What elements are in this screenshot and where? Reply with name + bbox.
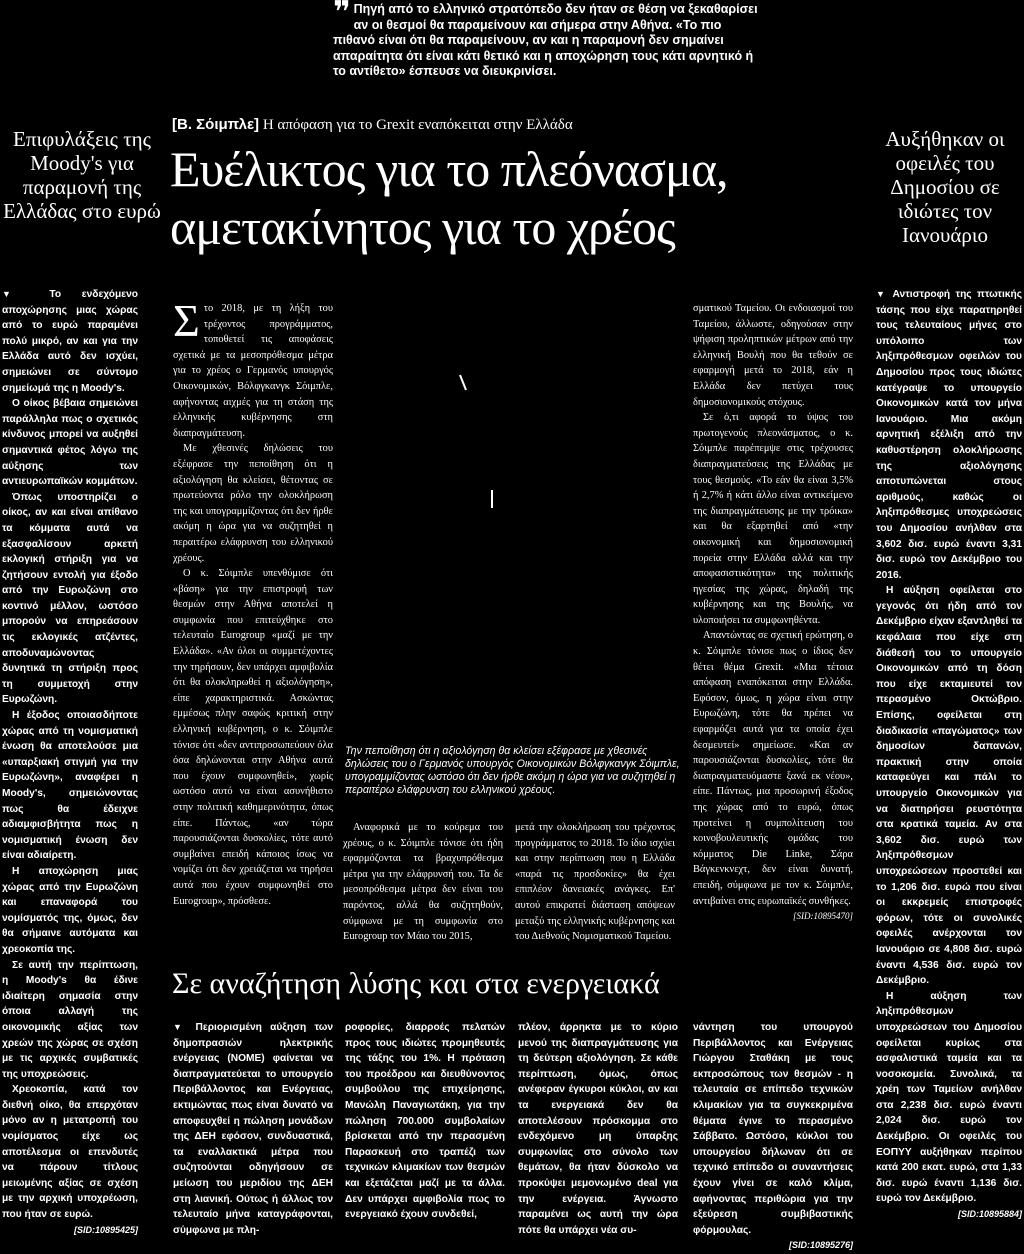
- quote-mark-icon: ❞: [333, 0, 351, 29]
- energy-column-4: νάντηση του υπουργού Περιβάλλοντος και Ενέργειας Γιώργου Σταθάκη με τους εκπροσώπους των θεσμών - η τελευταία σε επίπεδο τεχνικών κλιμακίων για τα συγκεκριμένα θέματα έγινε το περασμένο Σάββατο. Ωστόσο, κύκλοι του υπουργείου δήλωναν ότι σε τεχνικό επίπεδο οι συναντήσεις έχουν γίνει σε καλό κλίμα, αφήνοντας περιθώρια για την εξεύρεση συμβιβαστικής φόρμουλας. [SID:10895276]: [693, 1020, 853, 1240]
- article-column-1: Στο 2018, με τη λήξη του τρέχοντος προγράμματος, τοποθετεί τις αποφάσεις σχετικά με τα μεσοπρόθεσμα μέτρα για το χρέος ο Γερμανός υπουργός Οικονομικών, Βόλφγκανγκ Σόιμπλε, αφήνοντας αιχμές για τη στάση της ελληνικής κυβέρνησης στη διαπραγμάτευση. Με χθεσινές δηλώσεις του εξέφρασε την πεποίθηση ότι η αξιολόγηση θα κλείσει, θέτοντας σε πρωτεύοντα ρόλο την ολοκλήρωση της και υπογραμμίζοντας ότι δεν ήρθε ακόμη η ώρα για να συζητηθεί η περαιτέρω ελάφρυνση του ελληνικού χρέους. Ο κ. Σόιμπλε υπενθύμισε ότι «βάση» για την επιστροφή των θεσμών στην Αθήνα αποτελεί η συμφωνία που επιτεύχθηκε στο τελευταίο Eurogroup «μαζί με την Ελλάδα». «Αν όλοι οι συμμετέχοντες την τηρήσουν, δεν υπάρχει αμφιβολία ότι θα ολοκληρωθεί η αξιολόγηση», είπε χαρακτηριστικά. Ασκώντας εμμέσως πλην σαφώς κριτική στην ελληνική κυβέρνηση, ο κ. Σόιμπλε τόνισε ότι «δεν αντιπροσωπεύουν όλα όσα δηλώνονται στην Αθήνα αυτά που έχουν συμφωνηθεί», χωρίς ωστόσο αυτό να είναι ασυνήθιστο στην πολιτική καθημερινότητα, όπως είπε. Πάντως, «αν τώρα παρουσιάζονται δυσκολίες, τότε αυτό συμβαίνει επειδή κάποιος ίσως να νομίζει ότι δεν χρειάζεται να τηρήσει αυτά που έχουν συμφωνηθεί στο Eurogroup», πρόσθεσε.: [173, 295, 333, 907]
- right-column: ▼ Αντιστροφή της πτωτικής τάσης που είχε παρατηρηθεί τους τελευταίους μήνες στο υπόλοιπο των ληξιπρόθεσμων οφειλών του Δημοσίου προς τους ιδιώτες κατέγραψε το υπουργείο Οικονομικών κατά τον μήνα Ιανουάριο. Μια ακόμη αρνητική εξέλιξη από την καθυστέρηση ολοκλήρωσης της αξιολόγησης αποτυπώνεται στους αριθμούς, καθώς οι ληξιπρόθεσμες υποχρεώσεις του Δημοσίου ανήλθαν στα 3,602 δισ. ευρώ έναντι 3,31 δισ. ευρώ τον Δεκέμβριο του 2016. Η αύξηση οφείλεται στο γεγονός ότι ήδη από τον Δεκέμβριο είχαν εξαντληθεί τα κεφάλαια που είχε στη διάθεσή του το υπουργείο Οικονομικών από τη δόση που είχε εκταμιευτεί τον περασμένο Οκτώβριο. Επίσης, οφείλεται στη διαδικασία «παγώματος» των δημοσίων δαπανών, πρακτική στην οποία καταφεύγει και πάλι το υπουργείο Οικονομικών για να διατηρήσει ρευστότητα στα κρατικά ταμεία. Αν στα 3,602 δισ. ευρώ των ληξιπρόθεσμων υποχρεώσεων προστεθεί και το 1,206 δισ. ευρώ που είναι οι εκκρεμείς επιστροφές φόρων, τότε οι συνολικές οφειλές ανέρχονται τον Ιανουάριο σε 4,808 δισ. ευρώ έναντι 4,536 δισ. ευρώ τον Δεκέμβριο. Η αύξηση των ληξιπρόθεσμων υποχρεώσεων του Δημοσίου οφείλεται κυρίως στα ασφαλιστικά ταμεία και τα νοσοκομεία. Συνολικά, τα χρέη των Ταμείων ανήλθαν στα 2,238 δισ. ευρώ έναντι 2,024 δισ. ευρώ τον Δεκέμβριο. Οι οφειλές του ΕΟΠΥΥ αυξήθηκαν περίπου κατά 200 εκατ. ευρώ, στα 1,33 δισ. ευρώ έναντι 1,136 δισ. ευρώ τον Δεκέμβριο. [SID:10895884]: [876, 287, 1022, 1237]
- kicker-text: Η απόφαση για το Grexit εναπόκειται στην Ελλάδα: [262, 117, 573, 133]
- sid-tag: [SID:10895276]: [788, 1240, 853, 1251]
- photo-caption: Την πεποίθηση ότι η αξιολόγηση θα κλείσει εξέφρασε με χθεσινές δηλώσεις του ο Γερμανός υπουργός Οικονομικών Βόλφγκανγκ Σόιμπλε, υπογραμμίζοντας ωστόσο ότι δεν ήρθε ακόμη η ώρα για να συζητηθεί η περαιτέρω ελάφρυνση του ελληνικού χρέους.: [345, 745, 680, 796]
- triangle-down-icon: ▼: [2, 289, 29, 299]
- article-column-3: μετά την ολοκλήρωση του τρέχοντος προγράμματος το 2018. Το ίδιο ισχύει και στην περίπτωση που η Ελλάδα «παρά τις προσδοκίες» θα έχει επιπλέον δανειακές ανάγκες. Επ' αυτού επικρατεί διάσταση απόψεων μεταξύ της ελληνικής κυβέρνησης και του Διεθνούς Νομισματικού Ταμείου.: [515, 822, 675, 943]
- photo-area: [440, 290, 680, 730]
- left-column: ▼ Το ενδεχόμενο αποχώρησης μιας χώρας από το ευρώ παραμένει πολύ μικρό, αν και για την Ελλάδα αυτό δεν ισχύει, σημειώνει σε σύντομο σημείωμά της η Moody's. Ο οίκος βέβαια σημειώνει παράλληλα πως ο σχετικός κίνδυνος μπορεί να αυξηθεί σημαντικά φέτος λόγω της αύξησης των αντιευρωπαϊκών κομμάτων. Όπως υποστηρίζει ο οίκος, αν και είναι απίθανο τα κόμματα αυτά να εξασφαλίσουν αρκετή εκλογική στήριξη για να ζητήσουν εντολή για έξοδο από την Ευρωζώνη στο κοντινό μέλλον, ωστόσο μπορούν να επηρεάσουν τις εκλογικές ατζέντες, αποδυναμώνοντας δυνητικά τη στήριξη προς τη συμμετοχή στην Ευρωζώνη. Η έξοδος οποιασδήποτε χώρας από τη νομισματική ένωση θα αποτελούσε μια «υπαρξιακή στιγμή για την Ευρωζώνη», αναφέρει η Moody's, σημειώνοντας πως θα έδειχνε αδιαμφισβήτητα πως η νομισματική ένωση δεν είναι αδιαίρετη. Η αποχώρηση μιας χώρας από την Ευρωζώνη και επαναφορά του νομίσματός της, όμως, δεν θα σήμαινε αυτόματα και χρεοκοπία της. Σε αυτή την περίπτωση, η Moody's θα έδινε ιδιαίτερη σημασία στην όποια αλλαγή της οικονομικής αξίας των χρεών της χώρας σε σχέση με τις αρχικές συμβατικές της υποχρεώσεις. Χρεοκοπία, κατά τον διεθνή οίκο, θα επερχόταν μόνο αν η μετατροπή του νομίσματος είχε ως αποτέλεσμα οι επενδυτές να πάρουν τίτλους μειωμένης αξίας σε σχέση με την αρχική υποχρέωση, που ήταν σε ευρώ. [SID:10895425]: [2, 287, 138, 1237]
- photo-highlight: [460, 375, 466, 390]
- triangle-down-icon: ▼: [876, 289, 888, 299]
- sid-tag: [SID:10895425]: [73, 1224, 138, 1235]
- left-headline: Επιφυλάξεις της Moody's για παραμονή της Ελλάδας στο ευρώ: [3, 127, 161, 223]
- drop-cap: Σ: [173, 295, 200, 346]
- pull-quote: ❞ Πηγή από το ελληνικό στρατόπεδο δεν ήταν σε θέση να ξεκαθαρίσει αν οι θεσμοί θα παραμείνουν και σήμερα στην Αθήνα. «Το πιο πιθανό είναι ότι θα παραμείνουν, αν και η παραμονή δεν σημαίνει απαραίτητα ότι είναι κάτι θετικό και η αποχώρηση τους κάτι αρνητικό ή το αντίθετο» έσπευσε να διευκρινίσει.: [333, 0, 758, 78]
- triangle-down-icon: ▼: [173, 1022, 188, 1032]
- right-headline: Αυξήθηκαν οι οφειλές του Δημοσίου σε ιδιώτες τον Ιανουάριο: [885, 127, 1005, 247]
- sid-tag: [SID:10895470]: [793, 911, 853, 922]
- sid-tag: [SID:10895884]: [957, 1209, 1022, 1220]
- energy-column-1: ▼ Περιορισμένη αύξηση των δημοπρασιών ηλεκτρικής ενέργειας (ΝΟΜΕ) φαίνεται να διαπραγματεύεται το υπουργείο Περιβάλλοντος και Ενέργειας, εκτιμώντας πως είναι δυνατό να αποφευχθεί η πώληση μονάδων της ΔΕΗ εφόσον, συνδυαστικά, τα εναλλακτικά μέτρα που συζητούνται οδηγήσουν σε μείωση του μεριδίου της ΔΕΗ στη λιανική. Ούτως ή άλλως τον τελευταίο μήνα καταγράφονται, σύμφωνα με πλη-: [173, 1022, 333, 1236]
- article-column-4: σματικού Ταμείου. Οι ενδοιασμοί του Ταμείου, άλλωστε, οδηγούσαν στην ψήφιση προληπτικών μέτρων από την ελληνική Βουλή που θα τεθούν σε εφαρμογή μετά το 2018, εάν η Ελλάδα δεν πετύχει τους δημοσιονομικούς στόχους. Σε ό,τι αφορά το ύψος του πρωτογενούς πλεονάσματος, ο κ. Σόιμπλε παρέπεμψε στις τρέχουσες διαπραγματεύσεις της Ελλάδας με τους θεσμούς. «Το εάν θα είναι 3,5% ή 2,7% ή κάτι άλλο είναι αντικείμενο της διαπραγμάτευσης με την τρόικα» και θα εξαρτηθεί από «την οικονομική και δημοσιονομική πορεία στην Ελλάδα αλλά και την αποφασιστικότητα» της πολιτικής ηγεσίας της χώρας, δηλαδή της κυβέρνησης και της Βουλής, να υλοποιήσει τα συμφωνηθέντα. Απαντώντας σε σχετική ερώτηση, ο κ. Σόιμπλε τόνισε πως ο ίδιος δεν θέτει θέμα Grexit. «Μια τέτοια απόφαση εναπόκειται στην Ελλάδα. Εφόσον, όμως, η χώρα είναι στην Ευρωζώνη, τότε θα πρέπει να εφαρμόζει αυτά για τα οποία έχει δεσμευτεί» σημείωσε. «Και αν παρουσιάζονται δυσκολίες, τότε θα διαπραγματευόμαστε ξανά εκ νέου», είπε. Πάντως, μια προσωρινή έξοδος της χώρας από το ευρώ, όπως προτείνει η συμπολίτευση του κοινοβουλευτικής ομάδας του κόμματος Die Linke, Σάρα Βάγκενκνεχτ, δεν είναι δυνατή, επειδή, σύμφωνα με τον κ. Σόιμπλε, αντιβαίνει στις ευρωπαϊκές συνθήκες. [SID:10895470]: [693, 301, 853, 951]
- main-title: Ευέλικτος για το πλεόνασμα, αμετακίνητος για το χρέος: [170, 141, 728, 255]
- kicker-tag: [Β. Σόιμπλε]: [172, 116, 260, 133]
- energy-column-2: ροφορίες, διαρροές πελατών προς τους ιδιώτες προμηθευτές της τάξης του 1%. Η πρόταση του προέδρου και διευθύνοντος συμβούλου της επιχείρησης, Μανώλη Παναγιωτάκη, για την πώληση 700.000 συμβολαίων βρίσκεται από την περασμένη Παρασκευή στο τραπέζι των τεχνικών κλιμακίων των θεσμών και εξετάζεται μαζί με τα άλλα. Δεν υπάρχει αμφιβολία πως το ενεργειακό έχουν συνδεθεί,: [345, 1022, 505, 1221]
- article-kicker: [172, 116, 573, 134]
- article-column-2: Αναφορικά με το κούρεμα του χρέους, ο κ. Σόιμπλε τόνισε ότι ήδη εφαρμόζονται τα βραχυπρόθεσμα μέτρα για την ελάφρυνσή του. Τα δε μεσοπρόθεσμα μέτρα δεν είναι του παρόντος, αλλά θα συζητηθούν, σύμφωνα με τη συμφωνία στο Eurogroup τον Μάιο του 2015,: [343, 822, 503, 943]
- section-title: Σε αναζήτηση λύσης και στα ενεργειακά: [172, 967, 660, 1000]
- energy-column-3: πλέον, άρρηκτα με το κύριο μενού της διαπραγμάτευσης για τη δεύτερη αξιολόγηση. Σε κάθε περίπτωση, όμως, όπως ανέφεραν έγκυροι κύκλοι, αν και τα ενεργειακά δεν θα αποτελέσουν πρόσκομμα στο ενδεχόμενο μη ύπαρξης συμφωνίας στο σύνολο των θεμάτων, θα ήταν δύσκολο να προκύψει μεμονωμένο deal για την ενέργεια. Άγνωστο παραμένει ως αυτή την ώρα πότε θα υπάρχει νέα συ-: [518, 1022, 678, 1236]
